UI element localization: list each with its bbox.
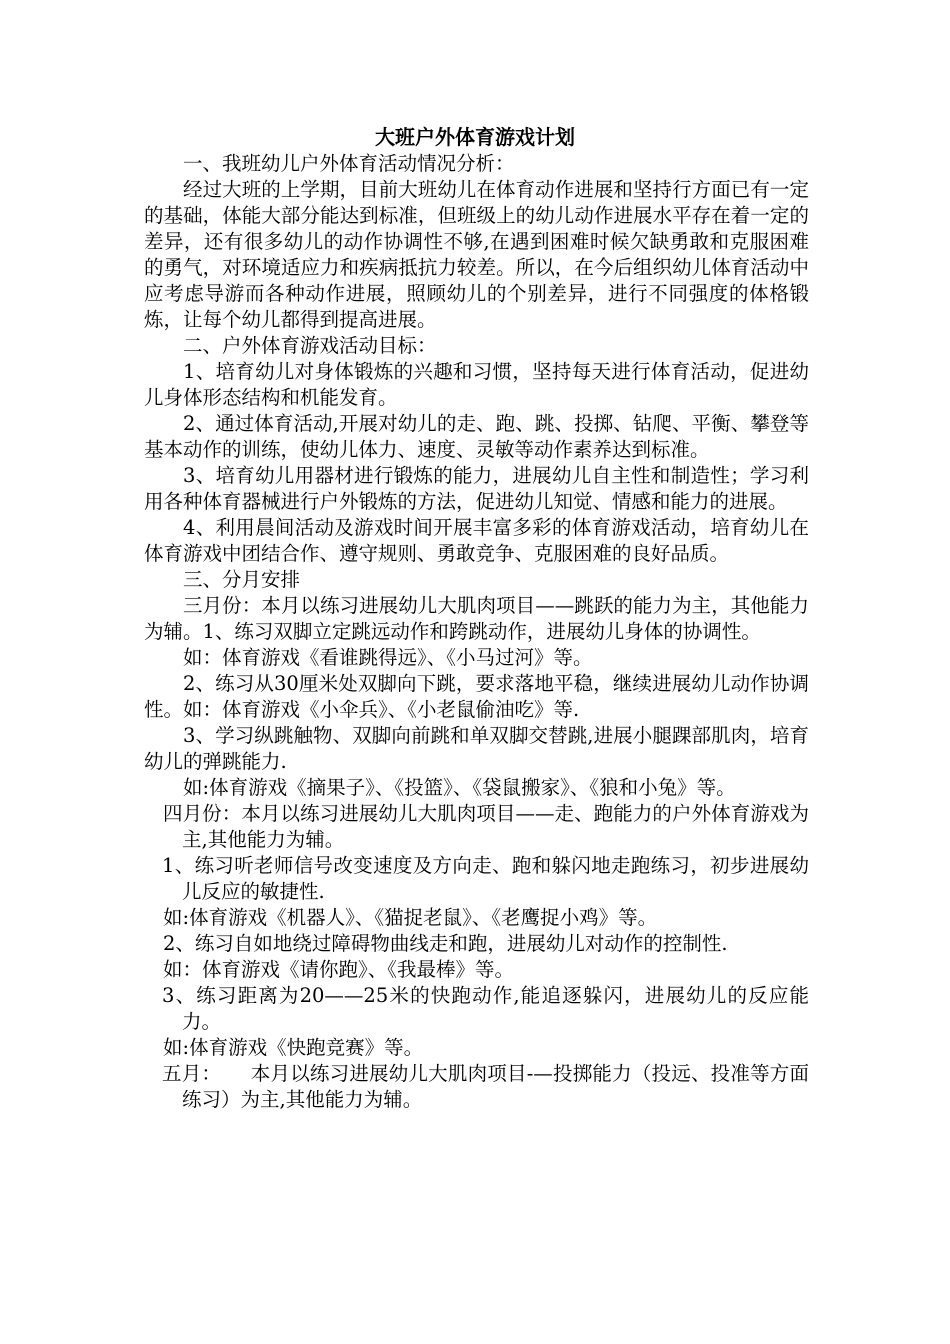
plan-item: 1、练习听老师信号改变速度及方向走、跑和躲闪地走跑练习，初步进展幼儿反应的敏捷性. xyxy=(162,854,809,903)
document-title: 大班户外体育游戏计划 xyxy=(375,125,575,149)
month-plan: 三月份：本月以练习进展幼儿大肌肉项目——跳跃的能力为主，其他能力为辅。1、练习双脚立定跳远动作和跨跳动作，进展幼儿身体的协调性。 xyxy=(144,594,809,643)
document-body xyxy=(144,151,809,1113)
section-heading: 一、我班幼儿户外体育活动情况分析： xyxy=(183,152,515,175)
plan-item: 2、练习从30厘米处双脚向下跳，要求落地平稳，继续进展幼儿动作协调性。如：体育游戏《小伞兵》、《小老鼠偷油吃》等. xyxy=(144,672,809,721)
example-line: 如:体育游戏《机器人》、《猫捉老鼠》、《老鹰捉小鸡》等。 xyxy=(163,906,658,929)
section-heading: 三、分月安排 xyxy=(183,568,301,591)
goal-item: 4、利用晨间活动及游戏时间开展丰富多彩的体育游戏活动，培育幼儿在体育游戏中团结合作、遵守规则、勇敢竞争、克服困难的良好品质。 xyxy=(144,516,809,565)
plan-item: 2、练习自如地绕过障碍物曲线走和跑，进展幼儿对动作的控制性. xyxy=(163,932,728,955)
example-line: 如：体育游戏《请你跑》、《我最棒》等。 xyxy=(163,958,515,981)
plan-item: 3、学习纵跳触物、双脚向前跳和单双脚交替跳,进展小腿踝部肌肉，培育幼儿的弹跳能力. xyxy=(144,724,809,773)
example-line: 如:体育游戏《快跑竞赛》等。 xyxy=(163,1036,424,1059)
month-plan: 五月： 本月以练习进展幼儿大肌肉项目-—投掷能力（投远、投准等方面练习）为主,其他能力为辅。 xyxy=(162,1062,809,1111)
example-line: 如:体育游戏《摘果子》、《投篮》、《袋鼠搬家》、《狼和小兔》等。 xyxy=(183,776,736,799)
section-heading: 二、户外体育游戏活动目标： xyxy=(183,334,437,357)
plan-item: 3、练习距离为20——25米的快跑动作,能追逐躲闪，进展幼儿的反应能力。 xyxy=(162,984,809,1033)
goal-item: 3、培育幼儿用器材进行锻炼的能力，进展幼儿自主性和制造性；学习利用各种体育器械进行户外锻炼的方法，促进幼儿知觉、情感和能力的进展。 xyxy=(144,464,809,513)
goal-item: 1、培育幼儿对身体锻炼的兴趣和习惯，坚持每天进行体育活动，促进幼儿身体形态结构和机能发育。 xyxy=(144,360,809,409)
month-plan: 四月份：本月以练习进展幼儿大肌肉项目——走、跑能力的户外体育游戏为主,其他能力为辅。 xyxy=(163,802,809,851)
goal-item: 2、通过体育活动,开展对幼儿的走、跑、跳、投掷、钻爬、平衡、攀登等基本动作的训练，使幼儿体力、速度、灵敏等动作素养达到标准。 xyxy=(144,412,809,461)
example-line: 如：体育游戏《看谁跳得远》、《小马过河》等。 xyxy=(183,646,593,669)
paragraph: 经过大班的上学期，目前大班幼儿在体育动作进展和坚持行方面已有一定的基础，体能大部分能达到标准，但班级上的幼儿动作进展水平存在着一定的差异，还有很多幼儿的动作协调性不够,在遇到困难时候欠缺勇敢和克服困难的勇气，对环境适应力和疾病抵抗力较差。所以，在今后组织幼儿体育活动中应考虑导游而各种动作进展，照顾幼儿的个别差异，进行不同强度的体格锻炼，让每个幼儿都得到提高进展。 xyxy=(144,178,809,331)
